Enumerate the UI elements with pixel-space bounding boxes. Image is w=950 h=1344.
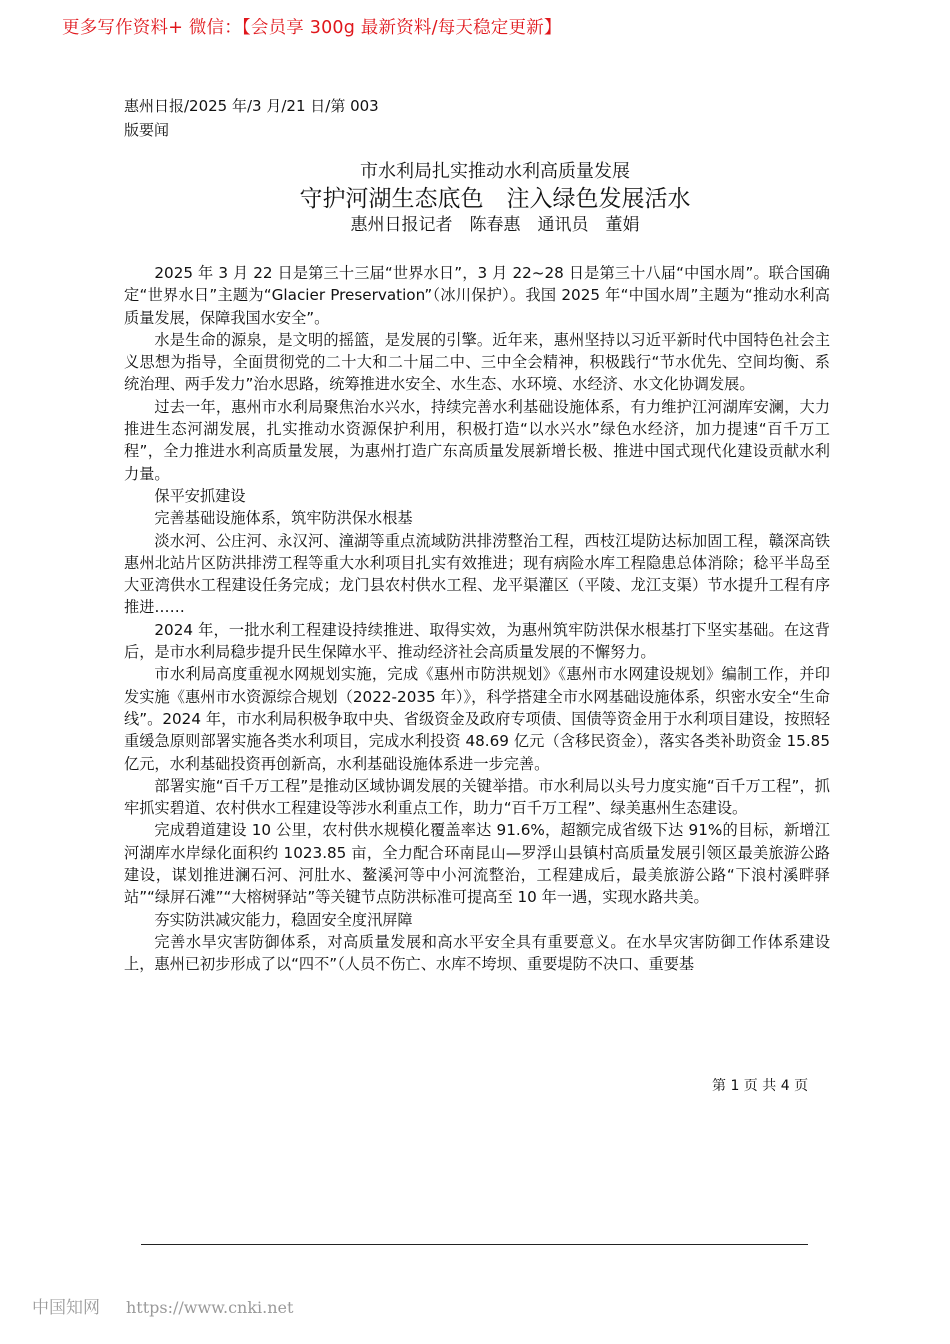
footer-divider [141,1244,808,1245]
article-headline: 守护河湖生态底色 注入绿色发展活水 [299,186,691,212]
paragraph: 2024 年，一批水利工程建设持续推进、取得实效，为惠州筑牢防洪保水根基打下坚实基础。在这背后，是市水利局稳步提升民生保障水平、推动经济社会高质量发展的不懈努力。 [124,620,830,662]
paragraph: 部署实施“百千万工程”是推动区域协调发展的关键举措。市水利局以头号力度实施“百千万工程”，抓牢抓实碧道、农村供水工程建设等涉水利重点工作，助力“百千万工程”、绿美惠州生态建设。 [124,776,830,818]
section-heading: 保平安抓建设 [154,486,246,505]
paragraph: 完成碧道建设 10 公里，农村供水规模化覆盖率达 91.6%，超额完成省级下达 91%的目标，新增江河湖库水岸绿化面积约 1023.85 亩，全力配合环南昆山—罗浮山县镇村高质量发展引领区最美旅游公路建设，谋划推进澜石河、河肚水、鳌溪河等中小河流整治，工程建成后，最美旅游公路“下浪村溪畔驿站”“绿屏石滩”“大榕树驿站”等关键节点防洪标准可提高至 10 年一遇，实现水路共美。 [124,821,830,907]
paragraph: 完善水旱灾害防御体系，对高质量发展和高水平安全具有重要意义。在水旱灾害防御工作体系建设上，惠州已初步形成了以“四不”（人员不伤亡、水库不垮坝、重要堤防不决口、重要基 [124,932,830,974]
footer-url[interactable]: https://www.cnki.net [126,1298,294,1317]
source-meta [124,94,379,142]
article-byline: 惠州日报记者 陈春惠 通讯员 董娟 [350,215,640,235]
section-label: 版要闻 [124,121,170,139]
section-subheading: 夯实防洪减灾能力，稳固安全度汛屏障 [154,910,413,929]
source-line: 惠州日报/2025 年/3 月/21 日/第 003 [124,97,379,115]
paragraph: 水是生命的源泉，是文明的摇篮，是发展的引擎。近年来，惠州坚持以习近平新时代中国特色社会主义思想为指导，全面贯彻党的二十大和二十届二中、三中全会精神，积极践行“节水优先、空间均衡、系统治理、两手发力”治水思路，统筹推进水安全、水生态、水环境、水经济、水文化协调发展。 [124,330,830,394]
article-subtitle: 市水利局扎实推动水利高质量发展 [360,161,630,182]
section-subheading: 完善基础设施体系，筑牢防洪保水根基 [154,509,413,528]
footer-site-name: 中国知网 [32,1298,100,1318]
article-body [124,262,830,976]
page-indicator: 第 1 页 共 4 页 [712,1078,809,1094]
paragraph: 2025 年 3 月 22 日是第三十三届“世界水日”，3 月 22~28 日是第三十八届“中国水周”。联合国确定“世界水日”主题为“Glacier Preservation”（冰川保护）。我国 2025 年“中国水周”主题为“推动水利高质量发展，保障我国水安全”。 [124,264,830,327]
paragraph: 市水利局高度重视水网规划实施，完成《惠州市防洪规划》《惠州市水网建设规划》编制工作，并印发实施《惠州市水资源综合规划（2022-2035 年）》，科学搭建全市水网基础设施体系，织密水安全“生命线”。2024 年，市水利局积极争取中央、省级资金及政府专项债、国债等资金用于水利项目建设，按照轻重缓急原则部署实施各类水利项目，完成水利投资 48.69 亿元（含移民资金），落实各类补助资金 15.85 亿元，水利基础投资再创新高，水利基础设施体系进一步完善。 [124,665,830,773]
paragraph: 过去一年，惠州市水利局聚焦治水兴水，持续完善水利基础设施体系，有力维护江河湖库安澜，大力推进生态河湖发展，扎实推动水资源保护利用，积极打造“以水兴水”绿色水经济，加力提速“百千万工程”，全力推进水利高质量发展，为惠州打造广东高质量发展新增长极、推进中国式现代化建设贡献水利力量。 [124,397,830,483]
paragraph: 淡水河、公庄河、永汉河、潼湖等重点流域防洪排涝整治工程，西枝江堤防达标加固工程，赣深高铁惠州北站片区防洪排涝工程等重大水利项目扎实有效推进；现有病险水库工程隐患总体消除；稔平半岛至大亚湾供水工程建设任务完成；龙门县农村供水工程、龙平渠灌区（平陵、龙江支渠）节水提升工程有序推进…… [124,531,830,617]
promo-banner: 更多写作资料+ 微信：【会员享 300g 最新资料/每天稳定更新】 [62,18,562,38]
footer-watermark [32,1293,293,1318]
article-title-block [124,160,826,236]
